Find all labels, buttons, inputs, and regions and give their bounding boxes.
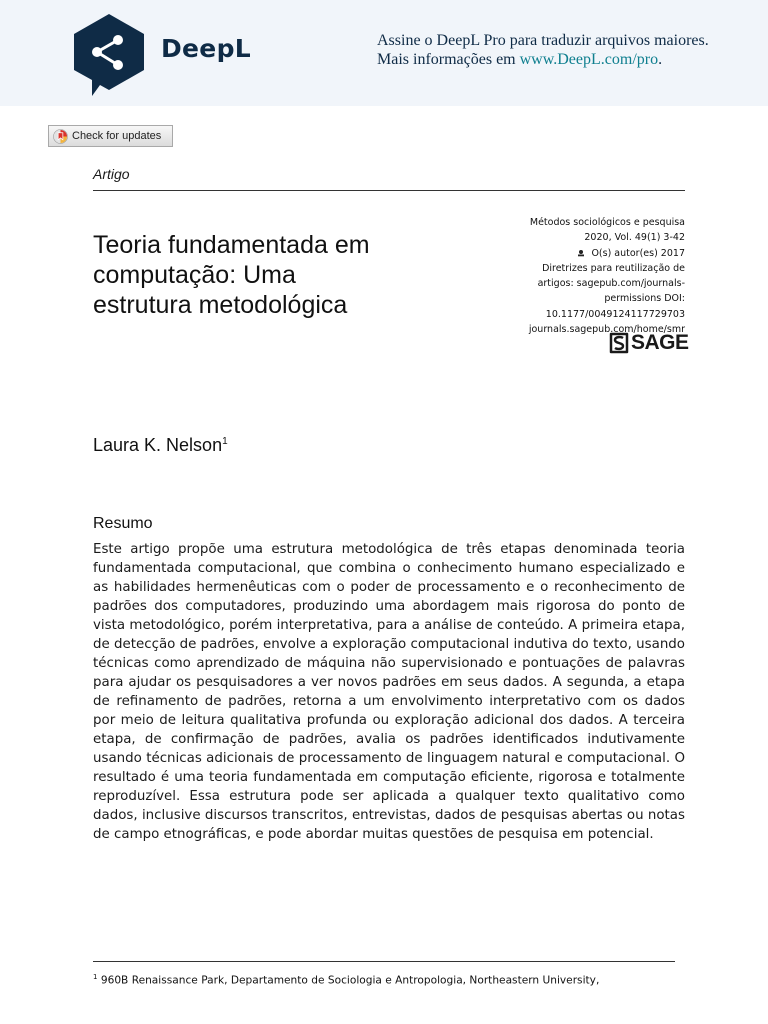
article-title: Teoria fundamentada em computação: Uma estrutura metodológica — [93, 231, 370, 319]
deepl-promo — [377, 31, 767, 69]
sage-logo — [609, 331, 689, 355]
promo-line-2-suffix: . — [658, 51, 663, 68]
deepl-pro-link[interactable]: www.DeepL.com/pro — [519, 51, 659, 68]
deepl-wordmark: DeepL — [161, 34, 251, 63]
author-name — [93, 435, 228, 456]
copyright-text: O(s) autor(es) 2017 — [591, 247, 685, 259]
copyright-line — [485, 246, 685, 261]
check-for-updates-button[interactable] — [48, 125, 173, 147]
promo-line-1: Assine o DeepL Pro para traduzir arquivos maiores. — [377, 32, 709, 49]
journal-metadata — [485, 215, 685, 337]
journal-volume: 2020, Vol. 49(1) 3-42 — [584, 232, 685, 244]
footnote — [93, 973, 693, 987]
author-name-text: Laura K. Nelson — [93, 435, 223, 455]
crossmark-icon — [53, 129, 68, 144]
sage-s-icon — [609, 332, 629, 354]
reuse-guidelines-2: artigos: sagepub.com/journals- — [537, 278, 685, 290]
header-divider — [93, 190, 685, 191]
copyright-icon — [577, 249, 585, 257]
abstract-text: Este artigo propõe uma estrutura metodológica de três etapas denominada teoria fundamentada computacional, que combina o conhecimento humano especializado e as habilidades hermenêuticas com o poder de processamento e o reconhecimento de padrões dos computadores, produzindo uma abordagem mais rigorosa do ponto de vista metodológico, porém interpretativa, para a análise de conteúdo. A primeira etapa, de detecção de padrões, envolve a exploração computacional indutiva do texto, usando técnicas como aprendizado de máquina não supervisionado e pontuações de palavras para ajudar os pesquisadores a ver novos padrões em seus dados. A segunda, a etapa de refinamento de padrões, retorna a um envolvimento interpretativo com os dados por meio de leitura qualitativa profunda ou exploração adicional dos dados. A terceira etapa, de confirmação de padrões, avalia os padrões identificados indutivamente usando técnicas adicionais de processamento de linguagem natural e computacional. O resultado é uma teoria fundamentada em computação eficiente, rigorosa e totalmente reproduzível. Essa estrutura pode ser aplicada a qualquer texto qualitativo como dados, inclusive discursos transcritos, entrevistas, dados de pesquisas abertas ou notas de campo etnográficas, e pode abordar muitas questões de pesquisa em potencial. — [93, 542, 685, 842]
doi-value: 10.1177/0049124117729703 — [545, 308, 685, 320]
article-type-label: Artigo — [93, 166, 130, 182]
journal-name: Métodos sociológicos e pesquisa — [529, 217, 685, 228]
promo-line-2-prefix: Mais informações em — [377, 51, 520, 68]
deepl-logo-icon — [70, 12, 148, 96]
footnote-divider — [93, 961, 675, 962]
deepl-banner — [0, 0, 768, 106]
footnote-text: 960B Renaissance Park, Departamento de Sociologia e Antropologia, Northeastern University, — [97, 974, 600, 987]
check-for-updates-label: Check for updates — [72, 130, 162, 142]
journal-homepage-link[interactable]: journals.sagepub.com/home/smr — [528, 324, 685, 336]
reuse-guidelines-3: permissions DOI: — [604, 293, 685, 305]
reuse-guidelines-1: Diretrizes para reutilização de — [542, 262, 685, 274]
author-affiliation-marker: 1 — [222, 436, 228, 447]
promo-line-2 — [377, 50, 767, 69]
sage-wordmark: SAGE — [631, 331, 689, 354]
abstract-heading: Resumo — [93, 515, 153, 532]
footnote-marker: 1 — [93, 973, 98, 981]
